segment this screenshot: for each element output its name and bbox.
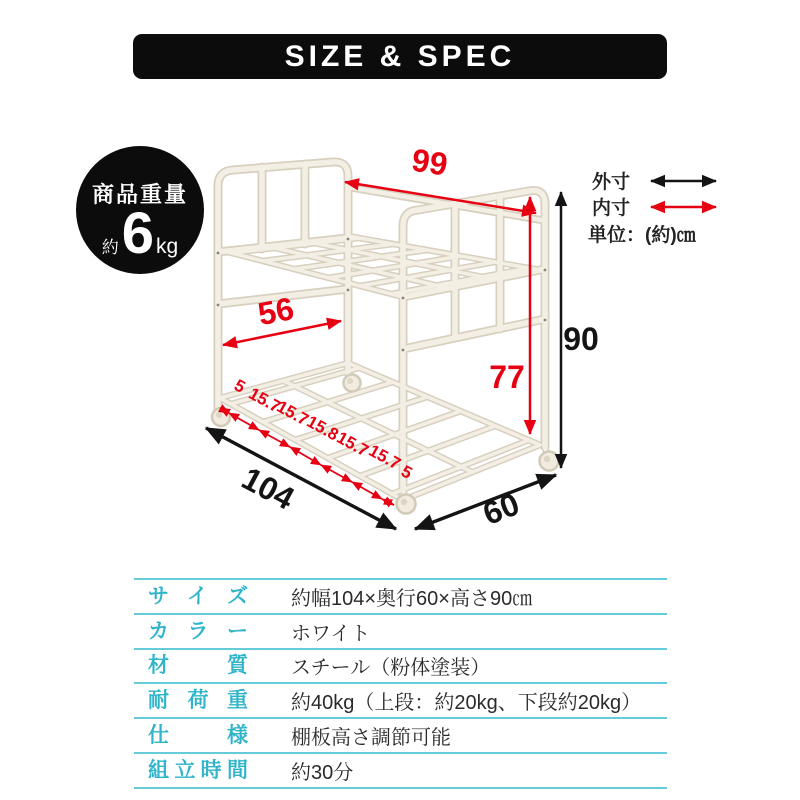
table-row-feature xyxy=(134,717,667,752)
table-row-material xyxy=(134,648,667,683)
row-label: カラー xyxy=(148,619,248,643)
dimension-legend xyxy=(588,170,716,246)
legend-outer-label: 外寸 xyxy=(592,172,631,193)
gap-label-5: 15.7 xyxy=(333,427,372,461)
row-value: ホワイト xyxy=(291,622,371,645)
table-row-assembly xyxy=(134,752,667,787)
row-label: サイズ xyxy=(148,584,248,608)
outer-height-label: 90 xyxy=(563,321,599,357)
gap-label-1: 5 xyxy=(230,375,249,397)
spec-table xyxy=(134,578,667,789)
row-label: 材質 xyxy=(148,654,248,678)
table-row-color xyxy=(134,613,667,648)
weight-value: 6 xyxy=(121,201,155,266)
inner-depth-label: 56 xyxy=(254,290,297,333)
outer-depth-label: 60 xyxy=(477,485,525,532)
weight-approx: 約 xyxy=(101,238,119,257)
row-value: スチール（粉体塗装） xyxy=(291,657,491,680)
inner-width-label: 99 xyxy=(409,141,451,183)
table-row-load xyxy=(134,682,667,717)
outer-width-label: 104 xyxy=(236,459,301,517)
row-value: 約幅104×奥行60×高さ90㎝ xyxy=(291,587,533,610)
row-value: 約40kg（上段：約20kg、下段約20kg） xyxy=(291,692,642,715)
row-label: 耐荷重 xyxy=(148,689,248,713)
gap-label-2: 15.7 xyxy=(245,383,284,417)
gap-label-6: 15.7 xyxy=(365,440,404,474)
row-label: 組立時間 xyxy=(148,758,248,782)
inner-height-label: 77 xyxy=(489,359,525,395)
row-value: 約30分 xyxy=(291,761,354,784)
row-value: 棚板高さ調節可能 xyxy=(291,727,451,750)
legend-unit-note: 単位：(約)㎝ xyxy=(588,225,696,246)
table-row-size xyxy=(134,578,667,613)
weight-badge-label: 商品重量 xyxy=(91,182,188,207)
weight-unit: kg xyxy=(156,235,179,258)
gap-label-4: 15.8 xyxy=(303,411,342,445)
page-title: SIZE & SPEC xyxy=(284,39,516,73)
gap-label-3: 15.7 xyxy=(273,396,312,430)
gap-label-7: 5 xyxy=(397,461,416,483)
legend-inner-label: 内寸 xyxy=(592,198,631,219)
row-label: 仕様 xyxy=(148,724,248,748)
